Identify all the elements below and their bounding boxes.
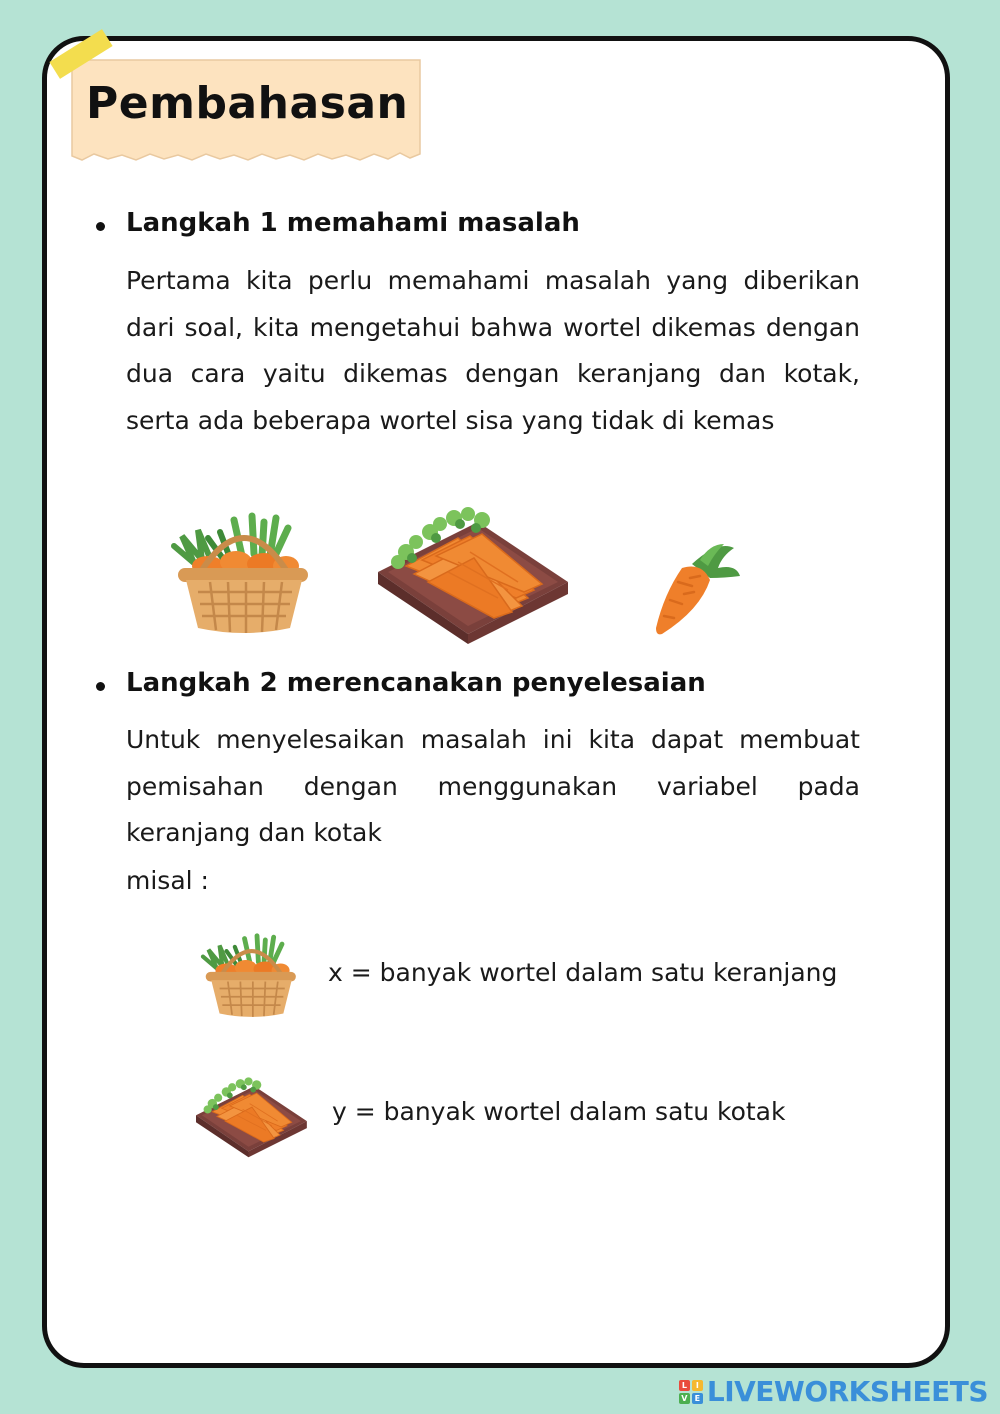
legend-x-text: x = banyak wortel dalam satu keranjang bbox=[328, 958, 838, 987]
page-title: Pembahasan bbox=[86, 78, 409, 129]
carrot-basket-legend-icon bbox=[196, 930, 300, 1022]
logo-text: LIVEWORKSHEETS bbox=[706, 1375, 988, 1408]
step2-paragraph: Untuk menyelesaikan masalah ini kita dapat membuat pemisahan dengan menggunakan variabel pada keranjang dan kotak bbox=[126, 725, 860, 847]
step1-heading: Langkah 1 memahami masalah bbox=[126, 208, 580, 238]
logo-letter: E bbox=[692, 1393, 703, 1404]
legend-y-text: y = banyak wortel dalam satu kotak bbox=[332, 1097, 786, 1126]
logo-letter: V bbox=[679, 1393, 690, 1404]
bullet-icon bbox=[96, 682, 105, 691]
logo-letter: I bbox=[692, 1380, 703, 1391]
misal-label: misal : bbox=[126, 866, 209, 895]
bullet-icon bbox=[96, 222, 105, 231]
carrot-crate-image bbox=[378, 502, 570, 648]
title-banner bbox=[70, 58, 422, 166]
carrot-crate-legend-icon bbox=[196, 1074, 308, 1160]
liveworksheets-logo bbox=[679, 1375, 988, 1408]
step1-paragraph: Pertama kita perlu memahami masalah yang diberikan dari soal, kita mengetahui bahwa wortel dikemas dengan dua cara yaitu dikemas dengan keranjang dan kotak, serta ada beberapa wortel sisa yang tidak di kemas bbox=[126, 266, 860, 435]
single-carrot-image bbox=[648, 538, 744, 638]
carrot-basket-image bbox=[164, 508, 314, 640]
step2-heading: Langkah 2 merencanakan penyelesaian bbox=[126, 668, 706, 698]
logo-letter: L bbox=[679, 1380, 690, 1391]
logo-grid-icon bbox=[679, 1380, 703, 1404]
